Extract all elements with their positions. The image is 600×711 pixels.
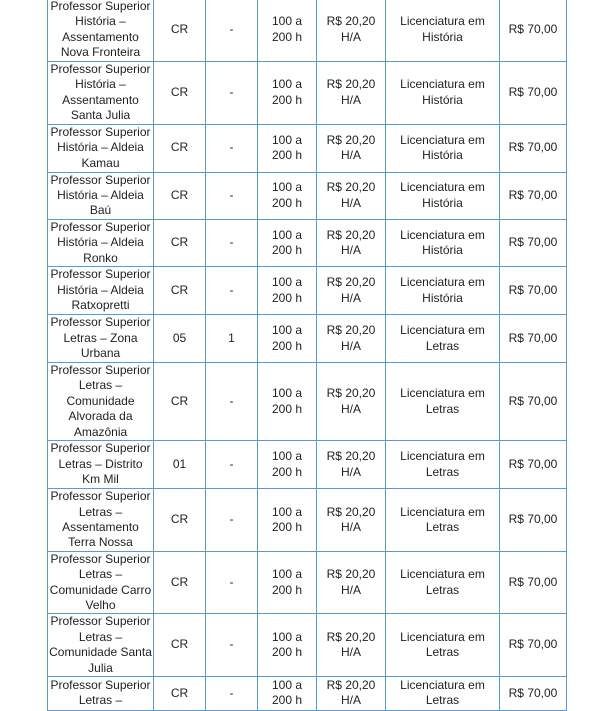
cell-cargo bbox=[48, 441, 154, 489]
cell-cargo-line: Professor Superior bbox=[50, 125, 151, 140]
cell-valor-hora-aula bbox=[317, 219, 386, 266]
cell-carga-horaria bbox=[258, 315, 317, 363]
cell-carga-horaria-line: 100 a bbox=[271, 678, 303, 693]
cell-vagas bbox=[154, 219, 206, 266]
cell-requisito-line: Licenciatura em bbox=[400, 449, 485, 464]
cell-carga-horaria-line: 200 h bbox=[271, 195, 303, 210]
cell-valor-hora-aula-line: R$ 20,20 bbox=[326, 678, 376, 693]
cell-valor-hora-aula-line: R$ 20,20 bbox=[326, 275, 376, 290]
positions-table bbox=[47, 0, 567, 711]
cell-cargo-line: Alvorada da bbox=[68, 409, 133, 424]
cell-vagas-text: CR bbox=[170, 282, 189, 297]
cell-valor-hora-aula-line: H/A bbox=[340, 29, 361, 44]
cell-carga-horaria-line: 100 a bbox=[271, 386, 303, 401]
cell-valor-hora-aula bbox=[317, 551, 386, 614]
table-row bbox=[48, 441, 567, 489]
cell-cargo bbox=[48, 219, 154, 266]
cell-requisito-line: Letras bbox=[425, 645, 460, 660]
cell-vagas-text: CR bbox=[170, 685, 189, 700]
cell-cargo-line: Professor Superior bbox=[50, 441, 151, 456]
cell-taxa-inscricao bbox=[500, 489, 567, 552]
cell-vagas-text: CR bbox=[170, 235, 189, 250]
cell-carga-horaria-line: 100 a bbox=[271, 14, 303, 29]
cell-requisito-line: Letras bbox=[425, 401, 460, 416]
cell-valor-hora-aula bbox=[317, 267, 386, 315]
cell-pcd-text: - bbox=[229, 574, 234, 589]
cell-requisito-line: Licenciatura em bbox=[400, 180, 485, 195]
cell-valor-hora-aula-line: R$ 20,20 bbox=[326, 14, 376, 29]
cell-carga-horaria bbox=[258, 363, 317, 441]
cell-cargo-line: Professor Superior bbox=[50, 315, 151, 330]
cell-cargo-line: História – bbox=[75, 14, 126, 29]
cell-valor-hora-aula-line: R$ 20,20 bbox=[326, 180, 376, 195]
cell-taxa-inscricao bbox=[500, 315, 567, 363]
cell-taxa-inscricao bbox=[500, 172, 567, 219]
cell-vagas-text: CR bbox=[170, 512, 189, 527]
cell-cargo-line: Assentamento bbox=[62, 519, 139, 534]
cell-carga-horaria bbox=[258, 441, 317, 489]
table-row bbox=[48, 676, 567, 710]
cell-cargo bbox=[48, 676, 154, 710]
cell-cargo bbox=[48, 124, 154, 172]
cell-carga-horaria-line: 100 a bbox=[271, 449, 303, 464]
cell-valor-hora-aula bbox=[317, 124, 386, 172]
table-row bbox=[48, 267, 567, 315]
cell-valor-hora-aula-line: H/A bbox=[340, 148, 361, 163]
cell-taxa-inscricao bbox=[500, 0, 567, 62]
cell-valor-hora-aula-line: H/A bbox=[340, 290, 361, 305]
cell-taxa-inscricao-text: R$ 70,00 bbox=[508, 456, 558, 471]
cell-cargo-line: História – Aldeia bbox=[57, 282, 144, 297]
table-row bbox=[48, 219, 567, 266]
cell-cargo-line: Professor Superior bbox=[50, 267, 151, 282]
cell-requisito-line: História bbox=[422, 195, 463, 210]
cell-vagas-text: CR bbox=[170, 393, 189, 408]
cell-cargo bbox=[48, 62, 154, 125]
cell-requisito-line: Licenciatura em bbox=[400, 132, 485, 147]
cell-vagas-text: CR bbox=[170, 188, 189, 203]
cell-requisito-line: Licenciatura em bbox=[400, 77, 485, 92]
cell-carga-horaria bbox=[258, 62, 317, 125]
cell-vagas-text: CR bbox=[170, 85, 189, 100]
cell-pcd bbox=[206, 363, 258, 441]
cell-pcd bbox=[206, 441, 258, 489]
cell-carga-horaria-line: 200 h bbox=[271, 290, 303, 305]
cell-requisito bbox=[386, 363, 500, 441]
cell-taxa-inscricao-text: R$ 70,00 bbox=[508, 512, 558, 527]
cell-requisito bbox=[386, 551, 500, 614]
cell-requisito-line: Licenciatura em bbox=[400, 386, 485, 401]
cell-cargo-line: Terra Nossa bbox=[68, 535, 133, 550]
cell-pcd bbox=[206, 124, 258, 172]
cell-pcd bbox=[206, 62, 258, 125]
table-row bbox=[48, 551, 567, 614]
cell-taxa-inscricao-text: R$ 70,00 bbox=[508, 21, 558, 36]
cell-cargo-line: Comunidade Carro bbox=[49, 582, 152, 597]
cell-requisito bbox=[386, 614, 500, 677]
cell-valor-hora-aula-line: R$ 20,20 bbox=[326, 77, 376, 92]
cell-vagas-text: 05 bbox=[172, 330, 187, 345]
cell-requisito-line: História bbox=[422, 242, 463, 257]
cell-pcd-text: - bbox=[229, 456, 234, 471]
cell-valor-hora-aula-line: H/A bbox=[340, 464, 361, 479]
cell-valor-hora-aula-line: H/A bbox=[340, 693, 361, 708]
cell-valor-hora-aula-line: R$ 20,20 bbox=[326, 567, 376, 582]
cell-carga-horaria-line: 200 h bbox=[271, 92, 303, 107]
cell-vagas bbox=[154, 315, 206, 363]
cell-taxa-inscricao-text: R$ 70,00 bbox=[508, 140, 558, 155]
cell-cargo bbox=[48, 315, 154, 363]
cell-requisito-line: Licenciatura em bbox=[400, 323, 485, 338]
cell-cargo-line: Urbana bbox=[80, 346, 121, 361]
cell-vagas-text: CR bbox=[170, 21, 189, 36]
cell-valor-hora-aula-line: R$ 20,20 bbox=[326, 449, 376, 464]
cell-pcd-text: - bbox=[229, 140, 234, 155]
cell-cargo-line: Letras – Distrito bbox=[58, 456, 143, 471]
cell-requisito-line: Licenciatura em bbox=[400, 227, 485, 242]
cell-carga-horaria bbox=[258, 676, 317, 710]
cell-carga-horaria-line: 200 h bbox=[271, 693, 303, 708]
cell-carga-horaria bbox=[258, 551, 317, 614]
cell-valor-hora-aula-line: R$ 20,20 bbox=[326, 504, 376, 519]
cell-cargo-line: Letras – bbox=[78, 693, 123, 708]
table-row bbox=[48, 315, 567, 363]
table-row bbox=[48, 0, 567, 62]
cell-carga-horaria bbox=[258, 124, 317, 172]
cell-cargo-line: História – Aldeia bbox=[57, 188, 144, 203]
cell-cargo-line: Letras – bbox=[78, 378, 123, 393]
cell-valor-hora-aula-line: H/A bbox=[340, 519, 361, 534]
cell-requisito-line: História bbox=[422, 92, 463, 107]
cell-carga-horaria-line: 100 a bbox=[271, 323, 303, 338]
positions-table-body bbox=[48, 0, 567, 710]
cell-cargo-line: Professor Superior bbox=[50, 614, 151, 629]
cell-valor-hora-aula-line: R$ 20,20 bbox=[326, 132, 376, 147]
cell-vagas bbox=[154, 676, 206, 710]
cell-requisito bbox=[386, 315, 500, 363]
cell-carga-horaria bbox=[258, 489, 317, 552]
cell-cargo bbox=[48, 551, 154, 614]
cell-cargo-line: Julia bbox=[88, 660, 113, 675]
cell-valor-hora-aula bbox=[317, 441, 386, 489]
cell-carga-horaria-line: 100 a bbox=[271, 227, 303, 242]
cell-cargo-line: Professor Superior bbox=[50, 0, 151, 13]
cell-requisito-line: História bbox=[422, 290, 463, 305]
cell-pcd bbox=[206, 219, 258, 266]
cell-valor-hora-aula-line: H/A bbox=[340, 645, 361, 660]
cell-carga-horaria-line: 200 h bbox=[271, 242, 303, 257]
cell-carga-horaria bbox=[258, 0, 317, 62]
cell-vagas bbox=[154, 267, 206, 315]
cell-requisito-line: Letras bbox=[425, 464, 460, 479]
cell-vagas bbox=[154, 0, 206, 62]
cell-vagas-text: CR bbox=[170, 574, 189, 589]
cell-taxa-inscricao bbox=[500, 614, 567, 677]
cell-pcd bbox=[206, 172, 258, 219]
cell-cargo-line: Baú bbox=[89, 203, 112, 218]
cell-cargo-line: Comunidade bbox=[66, 393, 135, 408]
cell-taxa-inscricao-text: R$ 70,00 bbox=[508, 282, 558, 297]
cell-pcd bbox=[206, 315, 258, 363]
cell-taxa-inscricao-text: R$ 70,00 bbox=[508, 188, 558, 203]
cell-requisito bbox=[386, 0, 500, 62]
cell-requisito bbox=[386, 489, 500, 552]
cell-carga-horaria-line: 200 h bbox=[271, 464, 303, 479]
cell-cargo-line: Amazônia bbox=[73, 424, 128, 439]
cell-valor-hora-aula bbox=[317, 0, 386, 62]
cell-cargo-line: Comunidade Santa bbox=[49, 645, 152, 660]
cell-cargo-line: Professor Superior bbox=[50, 489, 151, 504]
cell-taxa-inscricao bbox=[500, 551, 567, 614]
cell-requisito bbox=[386, 172, 500, 219]
cell-pcd bbox=[206, 676, 258, 710]
cell-carga-horaria bbox=[258, 219, 317, 266]
cell-cargo-line: Professor Superior bbox=[50, 219, 151, 234]
cell-vagas bbox=[154, 62, 206, 125]
cell-cargo bbox=[48, 0, 154, 62]
cell-cargo bbox=[48, 614, 154, 677]
cell-valor-hora-aula bbox=[317, 489, 386, 552]
cell-cargo-line: Velho bbox=[85, 597, 116, 612]
cell-carga-horaria-line: 100 a bbox=[271, 567, 303, 582]
cell-carga-horaria bbox=[258, 614, 317, 677]
cell-cargo-line: História – bbox=[75, 77, 126, 92]
cell-requisito bbox=[386, 62, 500, 125]
cell-valor-hora-aula-line: R$ 20,20 bbox=[326, 386, 376, 401]
cell-vagas bbox=[154, 124, 206, 172]
cell-vagas bbox=[154, 551, 206, 614]
cell-carga-horaria-line: 200 h bbox=[271, 338, 303, 353]
cell-pcd bbox=[206, 614, 258, 677]
cell-taxa-inscricao bbox=[500, 441, 567, 489]
cell-cargo-line: Letras – Zona bbox=[63, 330, 138, 345]
cell-cargo-line: Professor Superior bbox=[50, 62, 151, 76]
cell-taxa-inscricao-text: R$ 70,00 bbox=[508, 393, 558, 408]
table-row bbox=[48, 489, 567, 552]
cell-requisito-line: Licenciatura em bbox=[400, 504, 485, 519]
cell-requisito-line: Letras bbox=[425, 338, 460, 353]
cell-valor-hora-aula-line: H/A bbox=[340, 401, 361, 416]
cell-cargo-line: Letras – bbox=[78, 629, 123, 644]
cell-vagas-text: 01 bbox=[172, 456, 187, 471]
cell-pcd-text: - bbox=[229, 85, 234, 100]
cell-taxa-inscricao bbox=[500, 219, 567, 266]
cell-carga-horaria-line: 100 a bbox=[271, 275, 303, 290]
cell-pcd-text: - bbox=[229, 21, 234, 36]
cell-pcd-text: - bbox=[229, 188, 234, 203]
cell-carga-horaria-line: 200 h bbox=[271, 519, 303, 534]
cell-cargo-line: Letras – bbox=[78, 567, 123, 582]
cell-taxa-inscricao-text: R$ 70,00 bbox=[508, 330, 558, 345]
cell-vagas bbox=[154, 614, 206, 677]
cell-valor-hora-aula bbox=[317, 172, 386, 219]
cell-pcd-text: - bbox=[229, 637, 234, 652]
cell-taxa-inscricao-text: R$ 70,00 bbox=[508, 685, 558, 700]
cell-requisito bbox=[386, 124, 500, 172]
cell-vagas-text: CR bbox=[170, 140, 189, 155]
cell-carga-horaria-line: 200 h bbox=[271, 582, 303, 597]
cell-valor-hora-aula-line: R$ 20,20 bbox=[326, 323, 376, 338]
cell-cargo bbox=[48, 267, 154, 315]
cell-cargo-line: Santa Julia bbox=[70, 108, 131, 123]
positions-table-container bbox=[47, 0, 558, 711]
cell-requisito-line: Licenciatura em bbox=[400, 629, 485, 644]
cell-cargo bbox=[48, 172, 154, 219]
cell-taxa-inscricao bbox=[500, 62, 567, 125]
cell-requisito bbox=[386, 441, 500, 489]
cell-cargo-line: História – Aldeia bbox=[57, 235, 144, 250]
cell-cargo-line: Ronko bbox=[83, 250, 118, 265]
cell-requisito-line: História bbox=[422, 148, 463, 163]
cell-requisito-line: Letras bbox=[425, 519, 460, 534]
cell-cargo-line: Km Mil bbox=[82, 472, 119, 487]
table-row bbox=[48, 363, 567, 441]
table-row bbox=[48, 614, 567, 677]
cell-requisito bbox=[386, 219, 500, 266]
cell-valor-hora-aula-line: R$ 20,20 bbox=[326, 629, 376, 644]
cell-requisito-line: Licenciatura em bbox=[400, 567, 485, 582]
cell-taxa-inscricao bbox=[500, 267, 567, 315]
cell-cargo bbox=[48, 363, 154, 441]
cell-cargo-line: Assentamento bbox=[62, 29, 139, 44]
cell-cargo-line: Professor Superior bbox=[50, 678, 151, 693]
cell-requisito-line: Licenciatura em bbox=[400, 14, 485, 29]
cell-carga-horaria-line: 100 a bbox=[271, 77, 303, 92]
cell-requisito-line: Letras bbox=[425, 693, 460, 708]
cell-cargo-line: Kamau bbox=[81, 155, 120, 170]
cell-requisito-line: Licenciatura em bbox=[400, 678, 485, 693]
cell-pcd-text: - bbox=[229, 282, 234, 297]
cell-pcd bbox=[206, 489, 258, 552]
table-row bbox=[48, 172, 567, 219]
cell-cargo-line: Assentamento bbox=[62, 92, 139, 107]
cell-pcd-text: 1 bbox=[228, 330, 235, 345]
cell-vagas bbox=[154, 172, 206, 219]
cell-carga-horaria-line: 100 a bbox=[271, 629, 303, 644]
cell-carga-horaria-line: 100 a bbox=[271, 180, 303, 195]
cell-pcd bbox=[206, 551, 258, 614]
table-row bbox=[48, 62, 567, 125]
cell-cargo-line: Professor Superior bbox=[50, 172, 151, 187]
cell-cargo-line: Professor Superior bbox=[50, 551, 151, 566]
cell-vagas bbox=[154, 441, 206, 489]
cell-cargo bbox=[48, 489, 154, 552]
cell-requisito-line: História bbox=[422, 29, 463, 44]
cell-pcd-text: - bbox=[229, 235, 234, 250]
cell-requisito bbox=[386, 267, 500, 315]
cell-pcd-text: - bbox=[229, 512, 234, 527]
cell-cargo-line: Professor Superior bbox=[50, 363, 151, 378]
cell-valor-hora-aula-line: H/A bbox=[340, 582, 361, 597]
cell-requisito bbox=[386, 676, 500, 710]
cell-carga-horaria-line: 100 a bbox=[271, 132, 303, 147]
cell-carga-horaria-line: 200 h bbox=[271, 148, 303, 163]
cell-carga-horaria-line: 100 a bbox=[271, 504, 303, 519]
cell-pcd bbox=[206, 0, 258, 62]
cell-valor-hora-aula bbox=[317, 676, 386, 710]
cell-pcd bbox=[206, 267, 258, 315]
cell-pcd-text: - bbox=[229, 685, 234, 700]
cell-taxa-inscricao bbox=[500, 676, 567, 710]
table-row bbox=[48, 124, 567, 172]
cell-cargo-line: História – Aldeia bbox=[57, 140, 144, 155]
cell-valor-hora-aula-line: H/A bbox=[340, 92, 361, 107]
cell-valor-hora-aula-line: H/A bbox=[340, 242, 361, 257]
cell-vagas bbox=[154, 363, 206, 441]
cell-valor-hora-aula bbox=[317, 62, 386, 125]
cell-valor-hora-aula-line: H/A bbox=[340, 338, 361, 353]
cell-pcd-text: - bbox=[229, 393, 234, 408]
cell-taxa-inscricao-text: R$ 70,00 bbox=[508, 574, 558, 589]
cell-vagas bbox=[154, 489, 206, 552]
cell-cargo-line: Letras – bbox=[78, 504, 123, 519]
cell-cargo-line: Nova Fronteira bbox=[60, 44, 141, 59]
cell-carga-horaria-line: 200 h bbox=[271, 29, 303, 44]
cell-carga-horaria-line: 200 h bbox=[271, 645, 303, 660]
cell-valor-hora-aula bbox=[317, 315, 386, 363]
cell-taxa-inscricao bbox=[500, 124, 567, 172]
cell-requisito-line: Letras bbox=[425, 582, 460, 597]
cell-valor-hora-aula-line: H/A bbox=[340, 195, 361, 210]
cell-taxa-inscricao-text: R$ 70,00 bbox=[508, 637, 558, 652]
cell-carga-horaria-line: 200 h bbox=[271, 401, 303, 416]
cell-carga-horaria bbox=[258, 267, 317, 315]
cell-taxa-inscricao-text: R$ 70,00 bbox=[508, 85, 558, 100]
cell-cargo-line: Ratxopretti bbox=[71, 298, 130, 313]
cell-vagas-text: CR bbox=[170, 637, 189, 652]
cell-taxa-inscricao bbox=[500, 363, 567, 441]
cell-taxa-inscricao-text: R$ 70,00 bbox=[508, 235, 558, 250]
cell-requisito-line: Licenciatura em bbox=[400, 275, 485, 290]
cell-valor-hora-aula bbox=[317, 363, 386, 441]
cell-valor-hora-aula-line: R$ 20,20 bbox=[326, 227, 376, 242]
cell-valor-hora-aula bbox=[317, 614, 386, 677]
cell-carga-horaria bbox=[258, 172, 317, 219]
